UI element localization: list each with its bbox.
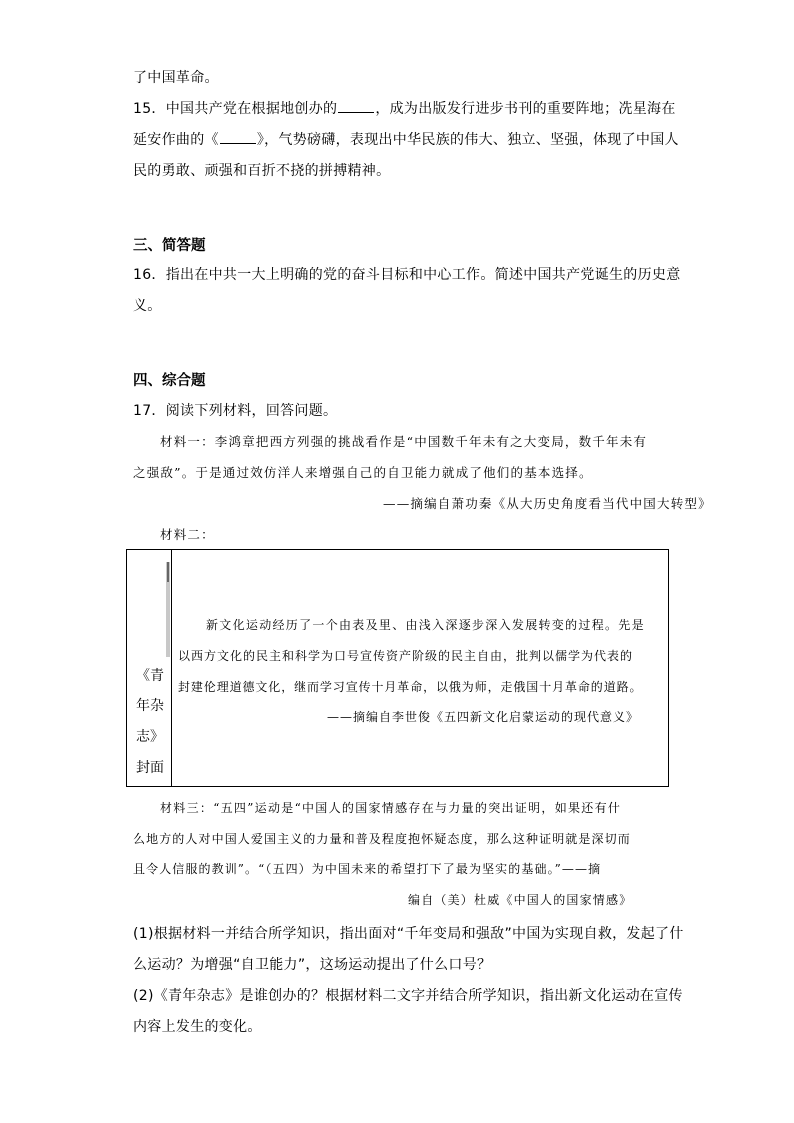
- section-heading: 三、简答题: [133, 238, 206, 254]
- material-2-line3: 封建伦理道德文化，继而学习宣传十月革命，以俄为师，走俄国十月革命的道路。: [178, 680, 643, 694]
- material-1-line1: 材料一：李鸿章把西方列强的挑战看作是“中国数千年未有之大变局，数千年未有: [160, 434, 648, 449]
- material-2-source: ——摘编自李世俊《五四新文化启蒙运动的现代意义》: [327, 710, 640, 724]
- question-17-1-line2: 么运动？为增强“自卫能力”，这场运动提出了什么口号？: [133, 957, 492, 973]
- material-1-source: ——摘编自萧功秦《从大历史角度看当代中国大转型》: [383, 496, 712, 511]
- text-segment: 延安作曲的《: [133, 132, 219, 148]
- answer-blank[interactable]: [220, 131, 256, 144]
- question-16-line1: 16．指出在中共一大上明确的党的奋斗目标和中心工作。简述中国共产党诞生的历史意: [133, 267, 681, 283]
- text-line: 民的勇敢、顽强和百折不挠的拼搏精神。: [133, 163, 391, 179]
- question-17-2-line2: 内容上发生的变化。: [133, 1019, 262, 1035]
- material-3-line3: 且令人信服的教训”。“（五四）为中国未来的希望打下了最为坚实的基础。”——摘: [133, 862, 602, 876]
- cover-caption: 封面: [136, 760, 164, 776]
- question-17-2-line1: (2)《青年杂志》是谁创办的？根据材料二文字并结合所学知识，指出新文化运动在宣传: [133, 988, 683, 1004]
- material-2-label: 材料二：: [160, 527, 215, 542]
- table-divider: [171, 550, 172, 786]
- question-17-intro: 17．阅读下列材料，回答问题。: [133, 403, 338, 419]
- material-3-line1: 材料三：“五四”运动是“中国人的国家情感存在与力量的突出证明，如果还有什: [160, 801, 622, 815]
- material-2-line2: 以西方文化的民主和科学为口号宣传资产阶级的民主自由，批判以儒学为代表的: [178, 649, 634, 663]
- question-17-1-line1: (1)根据材料一并结合所学知识，指出面对“千年变局和强敌”中国为实现自救，发起了什: [133, 926, 684, 942]
- text-segment: ，成为出版发行进步书刊的重要阵地；冼星海在: [375, 101, 676, 117]
- answer-blank[interactable]: [338, 100, 374, 113]
- material-2-line1: 新文化运动经历了一个由表及里、由浅入深逐步深入发展转变的过程。先是: [206, 618, 645, 632]
- cover-caption: 年杂: [136, 698, 164, 714]
- material-3-line2: 么地方的人对中国人爱国主义的力量和普及程度抱怀疑态度，那么这种证明就是深切而: [133, 832, 631, 846]
- question-15-line2: [133, 129, 679, 149]
- cover-caption: 《青: [136, 668, 164, 684]
- text-line: 了中国革命。: [133, 70, 219, 86]
- cover-caption: 志》: [136, 729, 164, 745]
- text-segment: 》，气势磅礴，表现出中华民族的伟大、独立、坚强，体现了中国人: [256, 132, 679, 148]
- section-heading: 四、综合题: [133, 373, 206, 389]
- material-2-table: [126, 549, 669, 787]
- cover-image-edge: [167, 562, 169, 582]
- question-15-line1: [133, 98, 676, 118]
- text-segment: 15．中国共产党在根据地创办的: [133, 101, 338, 117]
- question-16-line2: 义。: [133, 298, 162, 314]
- material-3-line4: 编自（美）杜威《中国人的国家情感》: [408, 893, 633, 907]
- material-1-line2: 之强敌”。于是通过效仿洋人来增强自己的自卫能力就成了他们的基本选择。: [133, 465, 593, 480]
